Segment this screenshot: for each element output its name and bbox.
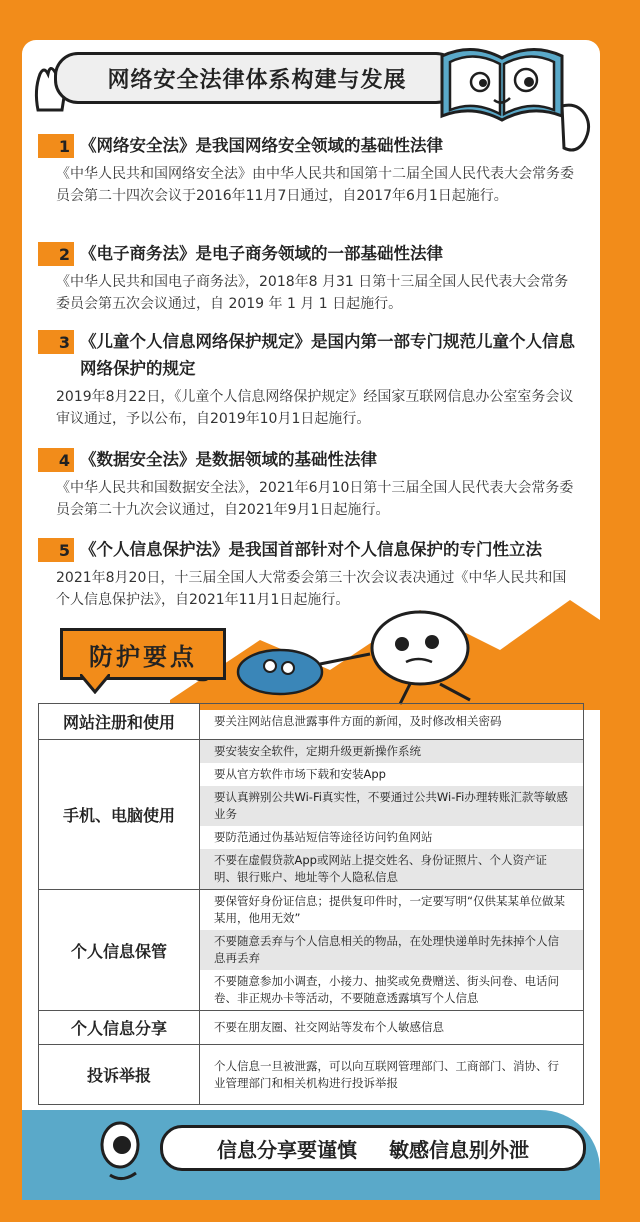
slogan-left: 信息分享要谨慎 [217, 1137, 357, 1162]
slogan-right: 敏感信息别外泄 [389, 1137, 529, 1162]
law-description: 《中华人民共和国网络安全法》由中华人民共和国第十二届全国人民代表大会常务委员会第二十四次会议于2016年11月7日通过，自2017年6月1日起施行。 [56, 166, 574, 204]
law-title: 《网络安全法》是我国网络安全领域的基础性法律 [80, 136, 443, 155]
category-cell: 投诉举报 [39, 1045, 200, 1105]
slogan-banner [160, 1125, 586, 1171]
law-item [38, 328, 578, 430]
tip-text: 要防范通过伪基站短信等途径访问钓鱼网站 [200, 826, 583, 849]
tip-text: 要保管好身份证信息；提供复印件时，一定要写明“仅供某某单位做某某用，他用无效” [200, 890, 583, 930]
table-row [39, 1011, 584, 1045]
section-title: 防护要点 [60, 628, 226, 680]
law-number: 5 [38, 538, 74, 562]
page-title: 网络安全法律体系构建与发展 [54, 52, 460, 104]
tip-text: 不要随意丢弃与个人信息相关的物品，在处理快递单时先抹掉个人信息再丢弃 [200, 930, 583, 970]
tip-text: 不要在虚假贷款App或网站上提交姓名、身份证照片、个人资产证明、银行账户、地址等个人隐私信息 [200, 849, 583, 889]
law-number: 3 [38, 330, 74, 354]
tip-text: 要安装安全软件，定期升级更新操作系统 [200, 740, 583, 763]
law-item [38, 132, 578, 207]
category-cell: 个人信息分享 [39, 1011, 200, 1045]
tip-text: 要从官方软件市场下载和安装App [200, 763, 583, 786]
table-row [39, 740, 584, 890]
law-title: 《电子商务法》是电子商务领域的一部基础性法律 [80, 244, 443, 263]
tag-pointer [80, 674, 110, 694]
category-cell: 网站注册和使用 [39, 704, 200, 740]
tip-text: 要认真辨别公共Wi-Fi真实性，不要通过公共Wi-Fi办理转账汇款等敏感业务 [200, 786, 583, 826]
book-character-illustration [432, 36, 572, 136]
table-row [39, 890, 584, 1011]
law-number: 4 [38, 448, 74, 472]
eye-character-illustration [90, 1115, 160, 1185]
law-title: 《儿童个人信息网络保护规定》是国内第一部专门规范儿童个人信息网络保护的规定 [80, 332, 575, 378]
law-description: 2019年8月22日，《儿童个人信息网络保护规定》经国家互联网信息办公室室务会议审议通过，予以公布，自2019年10月1日起施行。 [56, 389, 574, 427]
law-number: 2 [38, 242, 74, 266]
law-title: 《数据安全法》是数据领域的基础性法律 [80, 450, 377, 469]
law-description: 2021年8月20日，十三届全国人大常委会第三十次会议表决通过《中华人民共和国个人信息保护法》，自2021年11月1日起施行。 [56, 570, 567, 608]
table-row [39, 1045, 584, 1105]
table-row [39, 704, 584, 740]
law-item [38, 446, 578, 521]
law-description: 《中华人民共和国数据安全法》，2021年6月10日第十三届全国人民代表大会常务委员会第二十九次会议通过，自2021年9月1日起施行。 [56, 480, 574, 518]
category-cell: 个人信息保管 [39, 890, 200, 1011]
law-title: 《个人信息保护法》是我国首部针对个人信息保护的专门性立法 [80, 540, 542, 559]
tip-text: 要关注网站信息泄露事件方面的新闻，及时修改相关密码 [200, 710, 583, 733]
category-cell: 手机、电脑使用 [39, 740, 200, 890]
tip-text: 不要在朋友圈、社交网站等发布个人敏感信息 [200, 1016, 583, 1039]
law-description: 《中华人民共和国电子商务法》，2018年8 月31 日第十三届全国人民代表大会常务委员会第五次会议通过，自 2019 年 1 月 1 日起施行。 [56, 274, 569, 312]
law-item [38, 240, 578, 315]
splash-illustration [170, 600, 600, 710]
tip-text: 不要随意参加小调查，小接力、抽奖或免费赠送、街头问卷、电话问卷、非正规办卡等活动，不要随意透露填写个人信息 [200, 970, 583, 1010]
tip-text: 个人信息一旦被泄露，可以向互联网管理部门、工商部门、消协、行业管理部门和相关机构进行投诉举报 [200, 1055, 583, 1095]
law-number: 1 [38, 134, 74, 158]
protection-table [38, 703, 584, 1105]
